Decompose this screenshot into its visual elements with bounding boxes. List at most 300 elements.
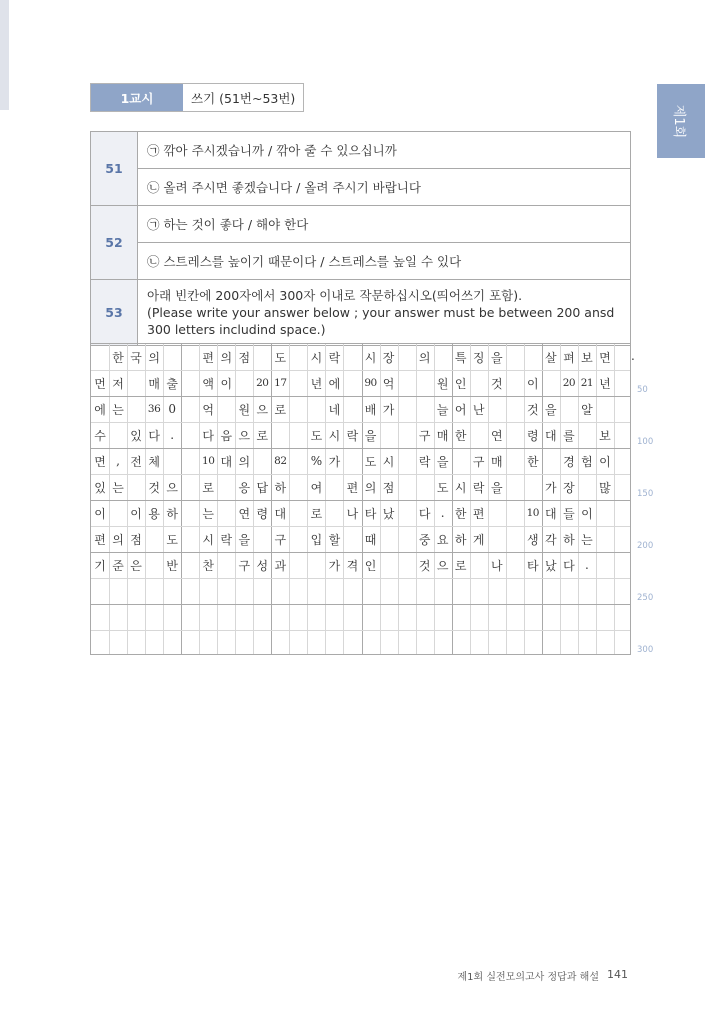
grid-cell [578,578,596,604]
grid-cell [91,604,109,630]
grid-cell: 한 [112,350,124,365]
grid-cell: 시 [454,480,467,495]
grid-cell: 배 [364,402,377,417]
grid-cell [488,500,506,526]
grid-cell [470,630,488,656]
grid-cell: 저 [112,376,124,391]
grid-cell: 것 [527,402,539,417]
grid-cell: 는 [202,506,214,521]
grid-cell: 20 [256,377,269,389]
grid-cell: 36 [147,403,161,415]
grid-cell: 으 [436,558,449,573]
grid-cell [596,500,614,526]
grid-cell [253,344,271,370]
grid-cell [416,578,434,604]
grid-cell: 다 [148,428,160,443]
side-tab-label: 제1회 [671,104,687,138]
grid-cell: 기 [94,558,106,573]
grid-cell: 을 [490,480,503,495]
grid-cell [343,448,361,474]
grid-cell [524,604,542,630]
grid-cell [343,396,361,422]
grid-cell: 찬 [202,558,214,573]
grid-cell: 인 [454,376,467,391]
grid-cell: 는 [112,480,124,495]
grid-cell [596,552,614,578]
grid-cell [362,578,380,604]
grid-cell [452,448,470,474]
grid-cell [199,578,217,604]
grid-cell [542,604,560,630]
grid-cell: 년 [310,376,323,391]
grid-cell: 여 [310,480,323,495]
grid-cell: 매 [436,428,449,443]
grid-cell [434,344,452,370]
grid-cell: 10 [202,455,215,467]
char-count-label: 200 [637,541,654,551]
grid-cell: 점 [130,532,142,547]
grid-cell: 시 [202,532,214,547]
char-count-label: 100 [637,437,654,447]
grid-cell: 다 [418,506,431,521]
grid-cell [560,630,578,656]
grid-cell: 도 [310,428,323,443]
grid-cell: 원 [238,402,251,417]
grid-cell [416,396,434,422]
grid-cell: % [310,454,323,468]
answer-table [90,131,631,346]
grid-cell: 어 [454,402,467,417]
grid-cell: 대 [220,454,233,469]
grid-cell [145,630,163,656]
grid-cell [307,578,325,604]
grid-cell: 체 [148,454,160,469]
grid-cell: 시 [382,454,395,469]
q53-instruction [138,280,631,346]
grid-cell [109,604,127,630]
grid-cell: 특 [454,350,467,365]
grid-cell [470,422,488,448]
grid-cell: 로 [310,506,323,521]
grid-cell: , [116,454,120,468]
grid-cell [578,630,596,656]
grid-cell [470,552,488,578]
grid-cell: 나 [346,506,359,521]
grid-column-line [289,344,290,654]
grid-cell: 액 [202,376,214,391]
grid-cell [163,344,181,370]
char-count-label: 50 [637,385,648,395]
grid-cell [542,448,560,474]
grid-cell: . [170,428,175,442]
footer-text: 제1회 실전모의고사 정답과 해설 [457,972,599,983]
grid-cell: 한 [527,454,539,469]
grid-cell [488,630,506,656]
grid-cell: 매 [148,376,160,391]
grid-cell: 은 [130,558,142,573]
grid-cell [217,474,235,500]
grid-cell [452,604,470,630]
grid-cell [362,604,380,630]
grid-cell [434,630,452,656]
grid-cell: 징 [472,350,485,365]
grid-cell: 매 [490,454,503,469]
grid-cell [542,578,560,604]
grid-cell: 장 [563,480,575,495]
grid-cell: 락 [418,454,431,469]
grid-cell [109,630,127,656]
grid-cell: 도 [166,532,178,547]
page-footer [458,968,628,983]
grid-cell [127,474,145,500]
grid-cell: . [440,506,445,520]
grid-cell [127,630,145,656]
grid-cell [596,526,614,552]
grid-cell: 는 [581,532,593,547]
grid-cell [217,396,235,422]
grid-cell: 이 [94,506,106,521]
grid-cell: 편 [94,532,106,547]
grid-cell [596,630,614,656]
grid-cell: 출 [166,376,178,391]
grid-cell: 요 [436,532,449,547]
grid-cell: 살 [545,350,557,365]
char-count-label: 150 [637,489,654,499]
grid-cell [325,630,343,656]
char-count-label: 250 [637,593,654,603]
grid-cell: 났 [382,506,395,521]
side-tab [657,84,705,158]
grid-cell [488,526,506,552]
grid-cell [596,604,614,630]
grid-cell: 의 [220,350,233,365]
grid-cell: 구 [418,428,431,443]
grid-cell [380,604,398,630]
grid-cell [91,344,109,370]
grid-cell [325,604,343,630]
grid-cell: 도 [274,350,287,365]
grid-cell [163,630,181,656]
grid-cell: 들 [563,506,575,521]
grid-cell: 로 [454,558,467,573]
grid-cell [524,630,542,656]
grid-cell: 구 [274,532,287,547]
grid-cell [307,604,325,630]
grid-cell: 시 [364,350,377,365]
grid-cell [362,630,380,656]
grid-cell [524,474,542,500]
grid-cell: 시 [310,350,323,365]
char-count-label: 300 [637,645,654,655]
section-header [90,83,304,112]
grid-cell: 하 [563,532,575,547]
grid-cell: 것 [490,376,503,391]
grid-cell [596,578,614,604]
grid-column-line [506,344,507,654]
grid-cell [235,370,253,396]
grid-cell: 점 [382,480,395,495]
grid-cell: 것 [148,480,160,495]
grid-cell: 국 [130,350,142,365]
grid-cell [524,578,542,604]
q51-row-b [91,169,631,206]
grid-column-line [181,344,182,654]
grid-cell [380,526,398,552]
grid-cell: 각 [545,532,557,547]
q52-row-a [91,206,631,243]
grid-column-line [614,344,615,654]
grid-cell [91,630,109,656]
grid-cell [307,552,325,578]
grid-cell: 대 [545,428,557,443]
grid-cell [325,474,343,500]
grid-cell: 많 [599,480,611,495]
grid-cell [253,526,271,552]
grid-cell [560,604,578,630]
q53-number: 53 [91,280,138,346]
grid-cell: 을 [490,350,503,365]
grid-cell: 17 [274,377,287,389]
grid-cell: 점 [238,350,251,365]
q51-number: 51 [91,132,138,206]
grid-cell [452,630,470,656]
grid-cell: 편 [202,350,214,365]
grid-cell: 수 [94,428,106,443]
grid-cell [109,578,127,604]
grid-cell [91,578,109,604]
grid-cell: 으 [238,428,251,443]
grid-cell: 락 [346,428,359,443]
grid-cell: 한 [454,428,467,443]
grid-cell: 연 [490,428,503,443]
grid-cell: 구 [238,558,251,573]
grid-cell: 한 [454,506,467,521]
grid-cell [524,344,542,370]
grid-cell: 하 [166,506,178,521]
grid-cell: 먼 [94,376,106,391]
grid-cell [217,578,235,604]
grid-cell [217,500,235,526]
grid-cell [271,630,289,656]
grid-cell: 음 [220,428,233,443]
grid-cell [452,578,470,604]
grid-cell [217,604,235,630]
grid-cell [199,604,217,630]
grid-cell [145,526,163,552]
grid-cell [560,396,578,422]
grid-cell: 을 [364,428,377,443]
grid-cell [343,578,361,604]
grid-cell [380,578,398,604]
grid-cell: 을 [238,532,251,547]
grid-cell [217,552,235,578]
grid-cell: 대 [545,506,557,521]
grid-cell: 구 [472,454,485,469]
grid-cell: 입 [310,532,323,547]
grid-cell [217,630,235,656]
grid-cell: 억 [382,376,395,391]
grid-cell: 20 [562,377,576,389]
grid-cell [163,578,181,604]
grid-cell: 늘 [436,402,449,417]
grid-cell [325,578,343,604]
grid-cell: 나 [490,558,503,573]
grid-cell: 난 [472,402,485,417]
grid-cell [271,604,289,630]
grid-cell: 때 [364,532,377,547]
grid-cell: 락 [220,532,233,547]
grid-cell [163,604,181,630]
grid-cell: 로 [274,402,287,417]
q53-instruction-english: (Please write your answer below ; your answer must be between 200 ansd 300 letters includind space.) [147,305,615,337]
grid-cell: 가 [328,558,341,573]
grid-cell: 연 [238,506,251,521]
grid-cell [343,604,361,630]
grid-cell: 90 [364,377,377,389]
page-number: 141 [607,968,628,981]
grid-cell: . [584,558,589,572]
grid-cell [488,604,506,630]
grid-cell [307,396,325,422]
grid-cell: 보 [599,428,611,443]
q51-row-a [91,132,631,169]
grid-cell [380,630,398,656]
grid-cell: 이 [599,454,611,469]
grid-cell: 0 [168,402,176,416]
grid-cell: 타 [364,506,377,521]
grid-cell: 의 [418,350,431,365]
grid-cell: 도 [364,454,377,469]
grid-cell [343,344,361,370]
grid-cell [416,604,434,630]
grid-cell: 로 [202,480,214,495]
grid-cell [271,422,289,448]
grid-cell [127,578,145,604]
grid-cell [578,422,596,448]
left-edge-strip [0,0,9,110]
grid-cell: 있 [130,428,142,443]
grid-cell: 의 [238,454,251,469]
grid-cell: 면 [94,454,106,469]
grid-cell: 에 [94,402,106,417]
grid-cell: 편 [472,506,485,521]
q51-answer-b: ㉡ 올려 주시면 좋겠습니다 / 올려 주시기 바랍니다 [138,169,631,206]
grid-cell: 면 [599,350,611,365]
q53-row [91,280,631,346]
grid-cell [343,526,361,552]
grid-cell [109,422,127,448]
grid-cell [109,500,127,526]
session-label: 1교시 [91,84,183,111]
grid-cell: 원 [436,376,449,391]
grid-cell: 반 [166,558,178,573]
grid-cell: 하 [454,532,467,547]
grid-cell: 시 [328,428,341,443]
grid-cell [145,578,163,604]
grid-cell [434,578,452,604]
grid-cell: 준 [112,558,124,573]
grid-cell: 인 [364,558,377,573]
grid-cell: 이 [527,376,539,391]
grid-cell: 용 [148,506,160,521]
grid-cell: 격 [346,558,359,573]
grid-cell [560,578,578,604]
grid-cell [163,448,181,474]
grid-cell: 답 [256,480,269,495]
grid-cell [253,578,271,604]
grid-cell: 는 [112,402,124,417]
grid-cell: 10 [526,507,539,519]
grid-cell [488,396,506,422]
grid-cell: 타 [527,558,539,573]
grid-cell: 네 [328,402,341,417]
grid-cell [596,396,614,422]
q51-answer-a: ㉠ 깎아 주시겠습니까 / 깎아 줄 수 있으십니까 [138,132,631,169]
grid-cell [253,448,271,474]
grid-cell: 21 [580,377,594,389]
grid-cell [380,552,398,578]
q53-instruction-korean: 아래 빈칸에 200자에서 300자 이내로 작문하십시오(띄어쓰기 포함). [147,288,523,303]
grid-cell: 응 [238,480,251,495]
grid-cell: 보 [581,350,593,365]
grid-cell [145,604,163,630]
grid-cell [235,578,253,604]
grid-cell [253,604,271,630]
grid-cell: 령 [256,506,269,521]
grid-cell: 있 [94,480,106,495]
grid-cell: 가 [328,454,341,469]
grid-cell: 가 [382,402,395,417]
grid-cell: 에 [328,376,341,391]
grid-cell: 험 [581,454,593,469]
grid-cell [416,474,434,500]
grid-cell: 82 [274,455,287,467]
grid-cell: 를 [563,428,575,443]
grid-cell [416,630,434,656]
section-title: 쓰기 (51번~53번) [183,84,303,111]
grid-cell: 이 [581,506,593,521]
grid-cell: 하 [274,480,287,495]
grid-cell [488,578,506,604]
grid-cell: 다 [563,558,575,573]
grid-cell: 락 [472,480,485,495]
grid-cell: 다 [202,428,214,443]
grid-cell: 났 [545,558,557,573]
grid-cell [578,604,596,630]
grid-cell [434,604,452,630]
grid-cell: 장 [382,350,395,365]
grid-cell: 중 [418,532,431,547]
grid-cell [307,630,325,656]
grid-cell: 경 [563,454,575,469]
grid-cell: 이 [220,376,233,391]
grid-cell [325,500,343,526]
grid-cell [253,630,271,656]
grid-cell: 이 [130,506,142,521]
grid-cell [127,604,145,630]
grid-cell: 편 [346,480,359,495]
grid-cell: 의 [364,480,377,495]
grid-cell [470,370,488,396]
grid-cell [542,370,560,396]
grid-cell [127,370,145,396]
grid-cell: 을 [545,402,557,417]
grid-cell: 할 [328,532,341,547]
essay-grid [90,343,631,655]
grid-cell: 생 [527,532,539,547]
grid-cell: 억 [202,402,214,417]
q52-answer-b: ㉡ 스트레스를 높이기 때문이다 / 스트레스를 높일 수 있다 [138,243,631,280]
